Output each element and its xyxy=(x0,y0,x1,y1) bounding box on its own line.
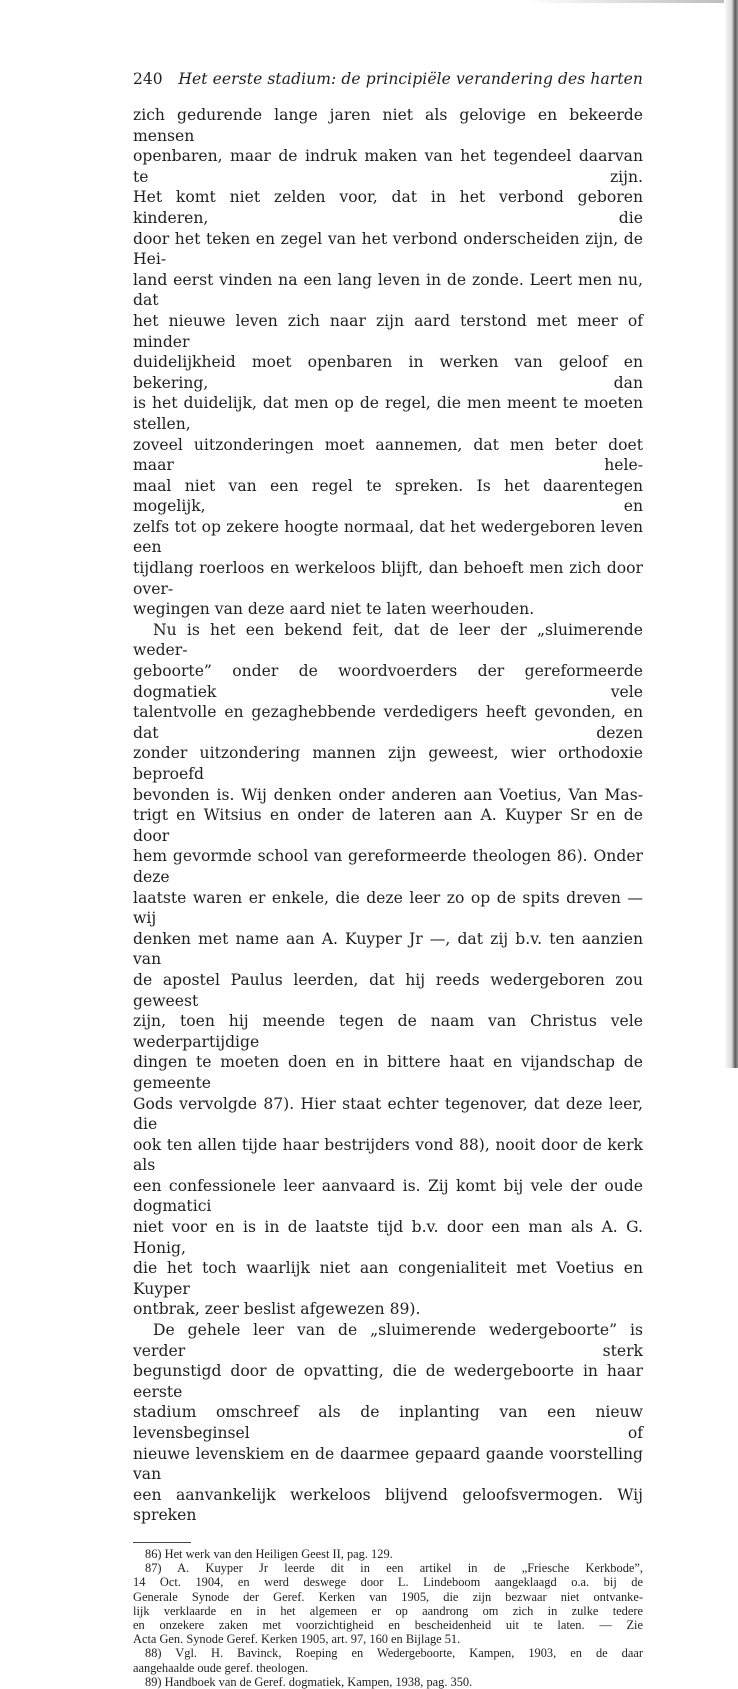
footnote-line: aangehaalde oude geref. theologen. xyxy=(133,1660,309,1675)
body-line: laatste waren er enkele, die deze leer zo op de spits dreven — wij xyxy=(133,888,643,928)
body-line: geboorte” onder de woordvoerders der gereformeerde dogmatiek vele xyxy=(133,662,643,701)
body-line: openbaren, maar de indruk maken van het tegendeel daarvan te zijn. xyxy=(133,147,643,186)
body-line: Gods vervolgde 87). Hier staat echter tegenover, dat deze leer, die xyxy=(133,1094,643,1134)
body-line: een confessionele leer aanvaard is. Zij komt bij vele der oude dogmatici xyxy=(133,1176,643,1216)
footnote-line: 14 Oct. 1904, en werd deswege door L. Lindeboom aangeklaagd o.a. bij de xyxy=(133,1575,643,1590)
running-title: Het eerste stadium: de principiële verandering des harten xyxy=(178,70,643,88)
body-line: tijdlang roerloos en werkeloos blijft, dan behoeft men zich door over- xyxy=(133,559,643,598)
body-line: stadium omschreef als de inplanting van een nieuw levensbeginsel of xyxy=(133,1403,643,1442)
body-line: de apostel Paulus leerden, dat hij reeds wedergeboren zou geweest xyxy=(133,970,643,1010)
body-line: land eerst vinden na een lang leven in de zonde. Leert men nu, dat xyxy=(133,270,643,310)
body-line: ook ten allen tijde haar bestrijders vond 88), nooit door de kerk als xyxy=(133,1135,643,1175)
body-line: zelfs tot op zekere hoogte normaal, dat het wedergeboren leven een xyxy=(133,517,643,557)
body-line: dingen te moeten doen en in bittere haat en vijandschap de gemeente xyxy=(133,1053,643,1092)
body-line: denken met name aan A. Kuyper Jr —, dat zij b.v. ten aanzien van xyxy=(133,929,643,969)
footnote-line: lijk verklaarde en in het algemeen er op aandrong om zich in zulke tedere xyxy=(133,1603,643,1618)
page-edge-shadow xyxy=(724,0,738,1068)
running-header xyxy=(133,70,643,88)
body-line: is het duidelijk, dat men op de regel, die men meent te moeten stellen, xyxy=(133,394,643,433)
body-line: begunstigd door de opvatting, die de wedergeboorte in haar eerste xyxy=(133,1362,643,1401)
body-line: zijn, toen hij meende tegen de naam van Christus vele wederpartijdige xyxy=(133,1012,643,1051)
footnote-line: 89) Handboek van de Geref. dogmatiek, Kampen, 1938, pag. 350. xyxy=(145,1674,473,1689)
body-line: De gehele leer van de „sluimerende wedergeboorte” is verder sterk xyxy=(133,1321,643,1360)
body-line: Het komt niet zelden voor, dat in het verbond geboren kinderen, die xyxy=(133,188,643,227)
body-line: zich gedurende lange jaren niet als gelovige en bekeerde mensen xyxy=(133,106,643,145)
body-line: trigt en Witsius en onder de lateren aan A. Kuyper Sr en de door xyxy=(133,806,643,845)
footnote-divider xyxy=(133,1542,191,1543)
body-line: nieuwe levenskiem en de daarmee gepaard gaande voorstelling van xyxy=(133,1444,643,1484)
body-line: Nu is het een bekend feit, dat de leer der „sluimerende weder- xyxy=(133,620,643,660)
body-line: een aanvankelijk werkeloos blijvend geloofsvermogen. Wij spreken xyxy=(133,1485,643,1525)
body-line: zonder uitzondering mannen zijn geweest, wier orthodoxie beproefd xyxy=(133,744,643,783)
body-line: die het toch waarlijk niet aan congenialiteit met Voetius en Kuyper xyxy=(133,1259,643,1298)
footnote-line: en onzekere zaken met voorzichtigheid en bescheidenheid uit te laten. — Zie xyxy=(133,1617,643,1632)
body-line: maal niet van een regel te spreken. Is het daarentegen mogelijk, en xyxy=(133,476,643,516)
body-line: duidelijkheid moet openbaren in werken van geloof en bekering, dan xyxy=(133,353,643,392)
body-line: ontbrak, zeer beslist afgewezen 89). xyxy=(133,1300,421,1319)
footnotes xyxy=(133,1547,643,1689)
footnote-line: Generale Synode der Geref. Kerken van 1905, die zijn bezwaar niet ontvanke- xyxy=(133,1589,643,1604)
page-number: 240 xyxy=(133,70,163,88)
book-page xyxy=(133,70,643,1689)
footnote-line: 86) Het werk van den Heiligen Geest II, pag. 129. xyxy=(145,1546,393,1561)
footnote-line: 87) A. Kuyper Jr leerde dit in een artikel in de „Friesche Kerkbode”, xyxy=(145,1561,643,1576)
body-line: talentvolle en gezaghebbende verdedigers heeft gevonden, en dat dezen xyxy=(133,703,643,742)
body-line: het nieuwe leven zich naar zijn aard terstond met meer of minder xyxy=(133,311,643,351)
page-edge-top xyxy=(524,0,724,3)
footnote-line: 88) Vgl. H. Bavinck, Roeping en Wedergeboorte, Kampen, 1903, en de daar xyxy=(145,1646,643,1661)
body-line: zoveel uitzonderingen moet aannemen, dat men beter doet maar hele- xyxy=(133,435,643,475)
body-line: bevonden is. Wij denken onder anderen aan Voetius, Van Mas- xyxy=(133,785,643,804)
body-text xyxy=(133,105,643,1526)
body-line: door het teken en zegel van het verbond onderscheiden zijn, de Hei- xyxy=(133,229,643,269)
footnote-line: Acta Gen. Synode Geref. Kerken 1905, art. 97, 160 en Bijlage 51. xyxy=(133,1632,461,1647)
body-line: niet voor en is in de laatste tijd b.v. door een man als A. G. Honig, xyxy=(133,1218,643,1257)
body-line: hem gevormde school van gereformeerde theologen 86). Onder deze xyxy=(133,847,643,886)
body-line: wegingen van deze aard niet te laten weerhouden. xyxy=(133,600,535,619)
